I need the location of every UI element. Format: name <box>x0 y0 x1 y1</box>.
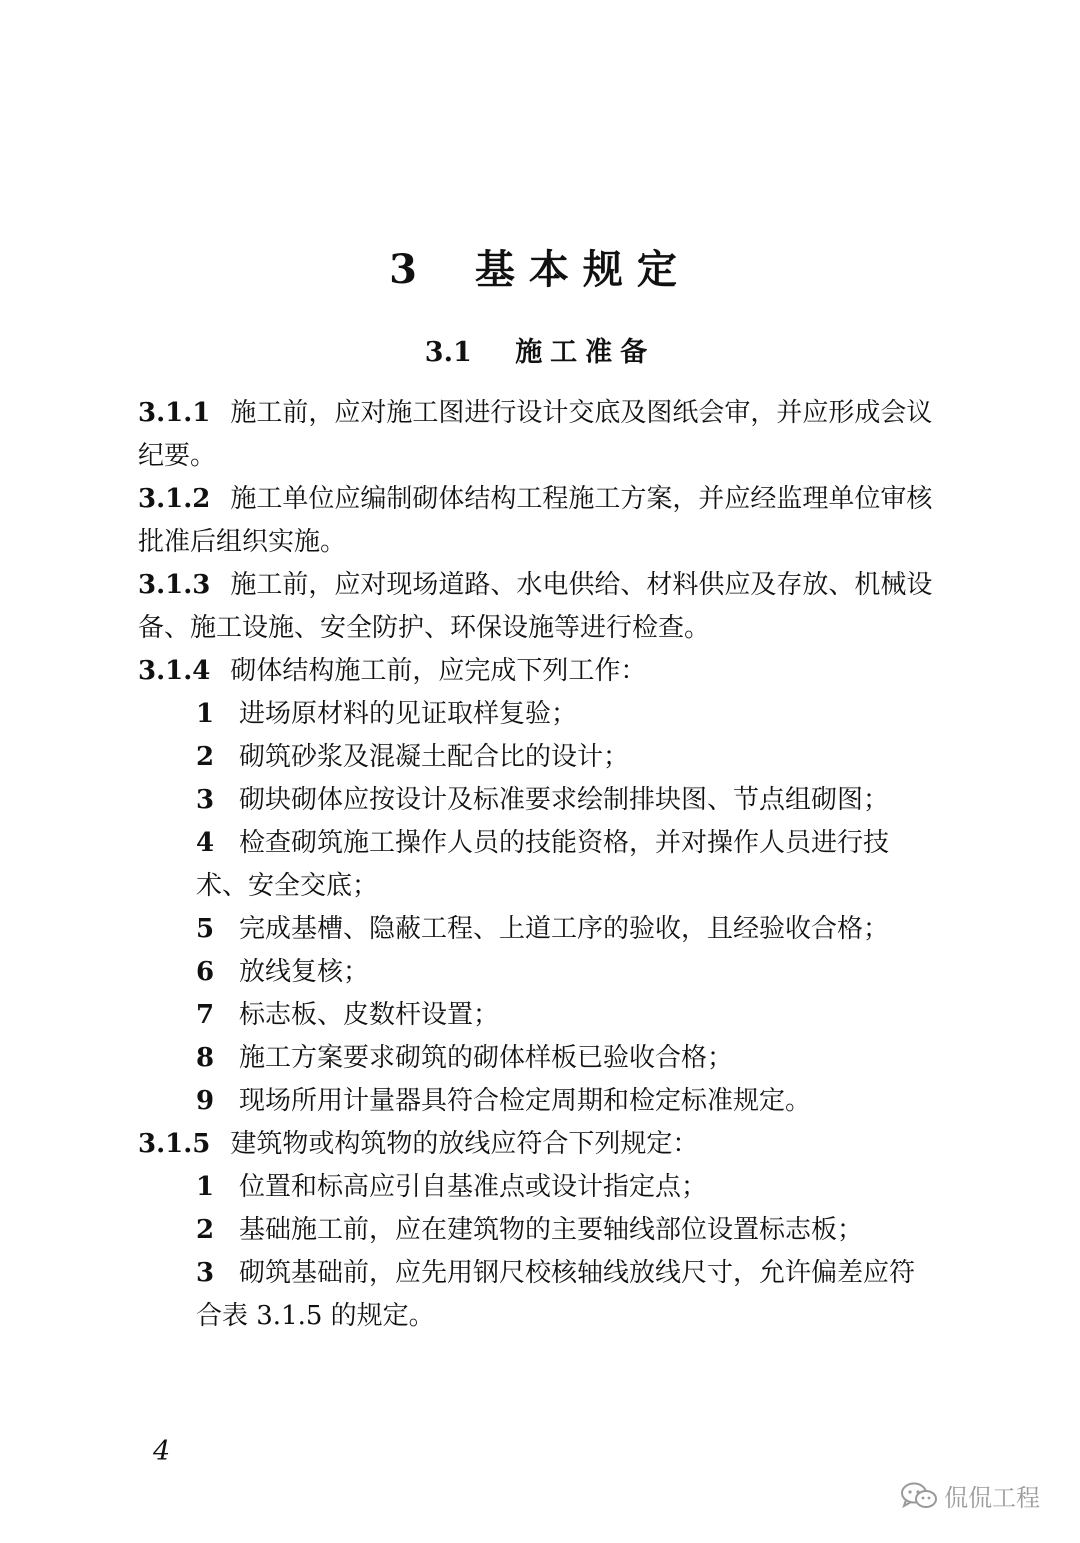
item-text: 砌筑基础前，应先用钢尺校核轴线放线尺寸，允许偏差应符合表 3.1.5 的规定。 <box>196 1258 916 1331</box>
section-name: 施工准备 <box>515 337 656 368</box>
item-text: 施工方案要求砌筑的砌体样板已验收合格； <box>239 1043 734 1073</box>
item-text: 完成基槽、隐蔽工程、上道工序的验收，且经验收合格； <box>239 914 890 944</box>
clause-number: 3.1.4 <box>138 656 211 686</box>
list-item <box>138 779 938 822</box>
item-number: 2 <box>196 742 215 772</box>
item-text: 放线复核； <box>239 957 370 987</box>
list-item <box>138 1209 938 1252</box>
list-item <box>138 994 938 1037</box>
item-text: 砌筑砂浆及混凝土配合比的设计； <box>239 742 630 772</box>
clause-3-1-4 <box>138 650 938 693</box>
item-number: 1 <box>196 699 215 729</box>
item-number: 1 <box>196 1172 215 1202</box>
clause-number: 3.1.2 <box>138 484 211 514</box>
chapter-name: 基本规定 <box>474 246 691 293</box>
list-item <box>138 693 938 736</box>
item-number: 2 <box>196 1215 215 1245</box>
clause-3-1-2 <box>138 478 938 564</box>
list-item <box>138 822 938 908</box>
item-text: 进场原材料的见证取样复验； <box>239 699 578 729</box>
item-number: 3 <box>196 785 215 815</box>
clause-number: 3.1.5 <box>138 1129 211 1159</box>
page-number: 4 <box>153 1436 171 1467</box>
item-number: 5 <box>196 914 215 944</box>
chapter-number: 3 <box>389 246 431 293</box>
chapter-title <box>0 238 1080 295</box>
item-number: 3 <box>196 1258 215 1288</box>
clause-number: 3.1.1 <box>138 398 211 428</box>
wechat-icon <box>900 1481 938 1511</box>
item-text: 标志板、皮数杆设置； <box>239 1000 500 1030</box>
list-item <box>138 1037 938 1080</box>
item-number: 8 <box>196 1043 215 1073</box>
list-item <box>138 1080 938 1123</box>
section-number: 3.1 <box>424 337 472 368</box>
item-text: 位置和标高应引自基准点或设计指定点； <box>239 1172 708 1202</box>
list-item <box>138 1252 938 1338</box>
list-item <box>138 736 938 779</box>
clause-3-1-3 <box>138 564 938 650</box>
item-number: 9 <box>196 1086 215 1116</box>
clause-3-1-5 <box>138 1123 938 1166</box>
section-title <box>0 330 1080 369</box>
item-number: 4 <box>196 828 215 858</box>
clause-text: 施工前，应对施工图进行设计交底及图纸会审，并应形成会议纪要。 <box>138 398 933 471</box>
watermark-text: 侃侃工程 <box>944 1484 1040 1512</box>
item-text: 检查砌筑施工操作人员的技能资格，并对操作人员进行技术、安全交底； <box>196 828 890 901</box>
item-number: 6 <box>196 957 215 987</box>
item-text: 基础施工前，应在建筑物的主要轴线部位设置标志板； <box>239 1215 864 1245</box>
item-text: 砌块砌体应按设计及标准要求绘制排块图、节点组砌图； <box>239 785 890 815</box>
clause-text: 施工前，应对现场道路、水电供给、材料供应及存放、机械设备、施工设施、安全防护、环保设施等进行检查。 <box>138 570 933 643</box>
list-item <box>138 908 938 951</box>
clause-text: 砌体结构施工前，应完成下列工作： <box>230 656 647 686</box>
clause-number: 3.1.3 <box>138 570 211 600</box>
list-item <box>138 951 938 994</box>
item-text: 现场所用计量器具符合检定周期和检定标准规定。 <box>239 1086 812 1116</box>
clause-text: 建筑物或构筑物的放线应符合下列规定： <box>230 1129 699 1159</box>
clause-3-1-1 <box>138 392 938 478</box>
clause-text: 施工单位应编制砌体结构工程施工方案，并应经监理单位审核批准后组织实施。 <box>138 484 933 557</box>
item-number: 7 <box>196 1000 215 1030</box>
body-text <box>138 392 938 1338</box>
watermark <box>900 1478 1040 1513</box>
list-item <box>138 1166 938 1209</box>
